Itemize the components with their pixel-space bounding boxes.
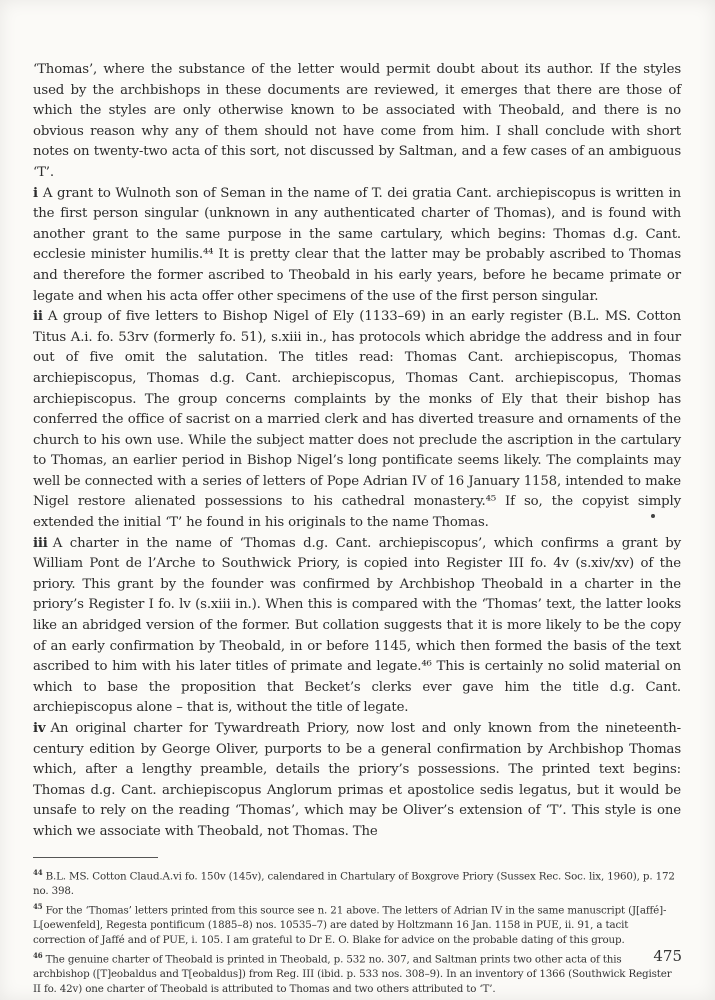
section-i bbox=[33, 184, 681, 308]
footnote-text: For the ‘Thomas’ letters printed from this source see n. 21 above. The letters of Adrian IV in the same manuscript (J[affé]-L[oewenfeld], Regesta pontificum (1885–8) nos. 10535–7) are dated by Holtzmann 16 Jan. 1158 in PUE, ii. 91, a tacit correction of Jaffé and of PUE, i. 105. I am grateful to Dr E. O. Blake for advice on the probable dating of this group. bbox=[33, 904, 667, 946]
section-iii bbox=[33, 534, 681, 719]
section-iv bbox=[33, 719, 681, 843]
footnote-number: 46 bbox=[33, 951, 43, 961]
opening-paragraph: ‘Thomas’, where the substance of the letter would permit doubt about its author. If the styles used by the archbishops in these documents are reviewed, it emerges that there are those of which the styles are only otherwise known to be associated with Theobald, and there is no obvious reason why any of them should not have come from him. I shall conclude with short notes on twenty-two acta of this sort, not discussed by Saltman, and a few cases of an ambiguous ‘T’. bbox=[33, 62, 681, 180]
section-text: An original charter for Tywardreath Priory, now lost and only known from the nineteenth-century edition by George Oliver, purports to be a general confirmation by Archbishop Thomas which, after a lengthy preamble, details the priory’s possessions. The printed text begins: Thomas d.g. Cant. archiepiscopus Anglorum primas et apostolice sedis legatus, but it would be unsafe to rely on the reading ‘Thomas’, which may be Oliver’s extension of ‘T’. This style is one which we associate with Theobald, not Thomas. The bbox=[33, 721, 681, 839]
footnote-number: 44 bbox=[33, 867, 43, 877]
footnote-46 bbox=[33, 949, 681, 996]
section-text: A group of five letters to Bishop Nigel of Ely (1133–69) in an early register (B.L. MS. Cotton Titus A.i. fo. 53rv (formerly fo. 51), s.xiii in., has protocols which abridge the address and in four out of five omit the salutation. The titles read: Thomas Cant. archiepiscopus, Thomas archiepiscopus, Thomas d.g. Cant. archiepiscopus, Thomas Cant. archiepiscopus, Thomas archiepiscopus. The group concerns complaints by the monks of Ely that their bishop has conferred the office of sacrist on a married clerk and has diverted treasure and ornaments of the church to his own use. While the subject matter does not preclude the ascription in the cartulary to Thomas, an earlier period in Bishop Nigel’s long pontificate seems likely. The complaints may well be connected with a series of letters of Pope Adrian IV of 16 January 1158, intended to make Nigel restore alienated possessions to his cathedral monastery.⁴⁵ If so, the copyist simply extended the initial ‘T’ he found in his originals to the name Thomas. bbox=[33, 309, 681, 531]
footnote-text: B.L. MS. Cotton Claud.A.vi fo. 150v (145v), calendared in Chartulary of Boxgrove Priory (Sussex Rec. Soc. lix, 1960), p. 172 no. 398. bbox=[33, 869, 675, 897]
section-text: A grant to Wulnoth son of Seman in the name of T. dei gratia Cant. archiepiscopus is written in the first person singular (unknown in any authenticated charter of Thomas), and is found with another grant to the same purpose in the same cartulary, which begins: Thomas d.g. Cant. ecclesie minister humilis.⁴⁴ It is pretty clear that the latter may be probably ascribed to Thomas and therefore the former ascribed to Theobald in his early years, before he became primate or legate and when his acta offer other specimens of the use of the first person singular. bbox=[33, 185, 681, 304]
footnote-45 bbox=[33, 900, 681, 947]
page-content bbox=[33, 60, 681, 997]
ink-speck bbox=[651, 514, 655, 518]
section-ii bbox=[33, 307, 681, 534]
section-number: i bbox=[33, 185, 38, 201]
section-number: iii bbox=[33, 535, 48, 551]
footnote-44 bbox=[33, 866, 681, 899]
section-number: iv bbox=[33, 721, 46, 736]
section-number: ii bbox=[33, 309, 43, 325]
footnote-rule bbox=[33, 857, 158, 858]
footnote-text: The genuine charter of Theobald is printed in Theobald, p. 532 no. 307, and Saltman prints two other acta of this archbishop ([T]eobaldus and T[eobaldus]) from Reg. III (ibid. p. 533 nos. 308–9). In an inventory of 1366 (Southwick Register II fo. 42v) one charter of Theobald is attributed to Thomas and two others attributed to ‘T’. bbox=[33, 953, 672, 995]
footnote-number: 45 bbox=[33, 902, 43, 912]
section-text: A charter in the name of ‘Thomas d.g. Cant. archiepiscopus’, which confirms a grant by William Pont de l’Arche to Southwick Priory, is copied into Register III fo. 4v (s.xiv/xv) of the priory. This grant by the founder was confirmed by Archbishop Theobald in a charter in the priory’s Register I fo. lv (s.xiii in.). When this is compared with the ‘Thomas’ text, the latter looks like an abridged version of the former. But collation suggests that it is more likely to be the copy of an early confirmation by Theobald, in or before 1145, which then formed the basis of the text ascribed to him with his later titles of primate and legate.⁴⁶ This is certainly no solid material on which to base the proposition that Becket’s clerks ever gave him the title d.g. Cant. archiepiscopus alone – that is, without the title of legate. bbox=[33, 535, 681, 716]
page-number: 475 bbox=[653, 947, 682, 965]
